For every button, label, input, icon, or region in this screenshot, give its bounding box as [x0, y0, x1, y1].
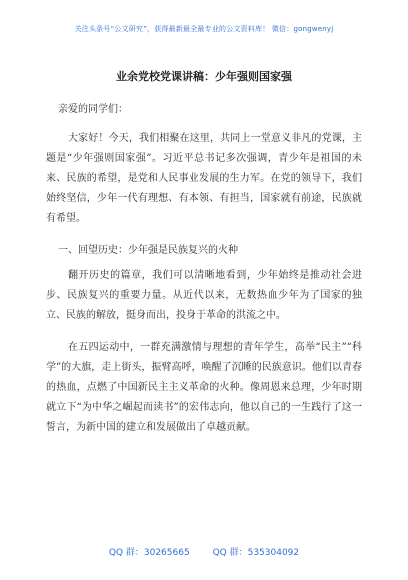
section-heading-1: 一、回望历史：少年强是民族复兴的火种 — [58, 245, 238, 256]
paragraph-intro: 大家好！今天，我们相聚在这里，共同上一堂意义非凡的党课，主题是“少年强则国家强”。习近平总书记多次强调，青少年是祖国的未来、民族的希望，是党和人民事业发展的生力军。在党的领导下，我们始终坚信，少年一代有理想、有本领、有担当，国家就有前途，民族就有希望。 — [46, 133, 362, 224]
greeting: 亲爱的同学们： — [58, 104, 128, 115]
footer-qq-group-1: QQ 群：30265665 — [108, 548, 190, 558]
document-body — [46, 58, 362, 450]
paragraph-history: 翻开历史的篇章，我们可以清晰地看到，少年始终是推动社会进步、民族复兴的重要力量。从近代以来，无数热血少年为了国家的独立、民族的解放，挺身而出，投身于革命的洪流之中。 — [46, 270, 362, 321]
paragraph-may-fourth: 在五四运动中，一群充满激情与理想的青年学生，高举“民主”“科学”的大旗，走上街头，振臂高呼，唤醒了沉睡的民族意识。他们以青春的热血，点燃了中国新民主主义革命的火种。像周恩来总理，少年时期就立下“为中华之崛起而读书”的宏伟志向，他以自己的一生践行了这一誓言，为新中国的建立和发展做出了卓越贡献。 — [46, 342, 362, 433]
document-title: 业余党校党课讲稿：少年强则国家强 — [116, 70, 292, 83]
header-note: 关注头条号“公文研究”，获得最新最全最专业的公文资料库！ 微信：gongwenyj — [74, 25, 334, 33]
footer-contact — [0, 545, 408, 558]
footer-qq-group-2: QQ 群：535304092 — [212, 548, 300, 558]
